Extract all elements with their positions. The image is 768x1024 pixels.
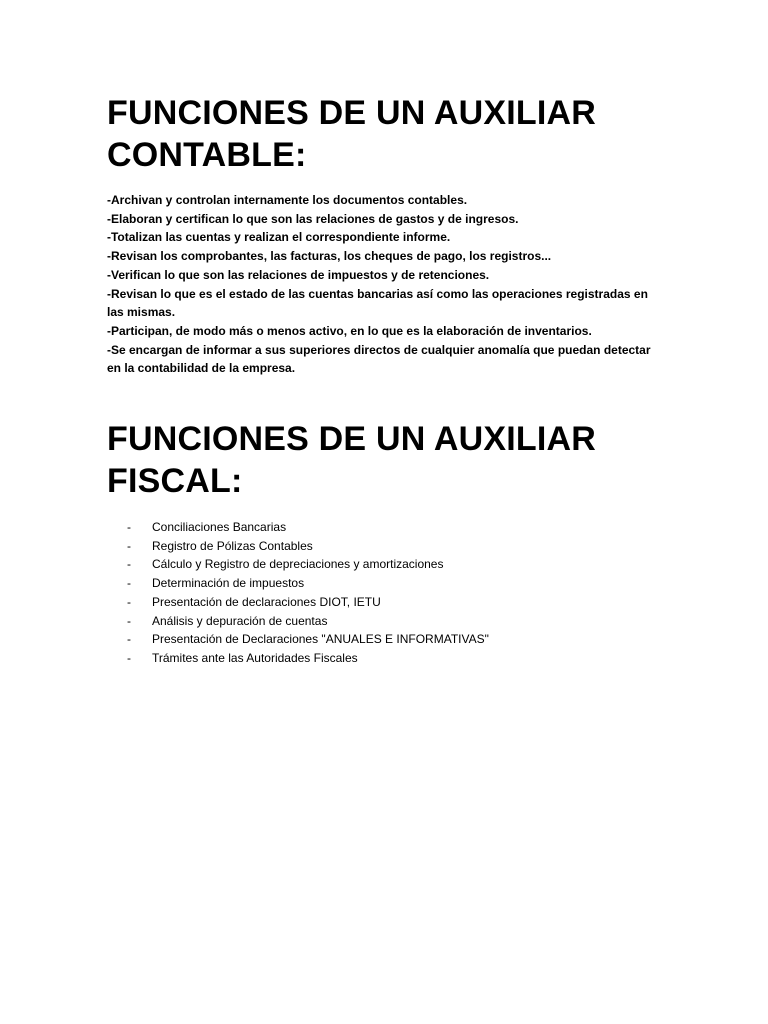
list-item-text: Conciliaciones Bancarias [152, 520, 287, 534]
list-item [127, 574, 647, 593]
heading-auxiliar-contable: FUNCIONES DE UN AUXILIAR CONTABLE: [107, 94, 597, 174]
dash-bullet: - [127, 594, 131, 609]
list-item-text: Determinación de impuestos [152, 576, 305, 591]
list-item [127, 555, 647, 574]
list-item-text: Análisis y depuración de cuentas [152, 613, 328, 628]
list-item: -Participan, de modo más o menos activo, en lo que es la elaboración de inventarios. [107, 323, 592, 338]
list-item-text: Presentación de Declaraciones "ANUALES E INFORMATIVAS" [152, 632, 489, 647]
dash-bullet: - [127, 520, 131, 534]
list-item: -Totalizan las cuentas y realizan el correspondiente informe. [107, 230, 451, 245]
dash-bullet: - [127, 613, 131, 628]
list-item-text: Registro de Pólizas Contables [152, 538, 313, 553]
dash-bullet: - [127, 632, 131, 647]
list-item: -Archivan y controlan internamente los documentos contables. [107, 193, 468, 207]
list-item [127, 537, 647, 556]
list-item: -Elaboran y certifican lo que son las relaciones de gastos y de ingresos. [107, 211, 519, 226]
list-item [127, 612, 647, 631]
list-item: -Verifican lo que son las relaciones de impuestos y de retenciones. [107, 267, 490, 282]
list-item-text: Presentación de declaraciones DIOT, IETU [152, 594, 381, 609]
list-item-text: Cálculo y Registro de depreciaciones y amortizaciones [152, 557, 444, 572]
list-item: -Revisan los comprobantes, las facturas, los cheques de pago, los registros... [107, 249, 552, 264]
dash-bullet: - [127, 557, 131, 572]
dash-bullet: - [127, 576, 131, 591]
list-item: -Se encargan de informar a sus superiores directos de cualquier anomalía que puedan detectar en la contabilidad de la empresa. [107, 342, 651, 376]
list-item [127, 518, 647, 537]
list-item [127, 593, 647, 612]
contable-functions-list [107, 191, 667, 378]
list-item [127, 630, 647, 649]
dash-bullet: - [127, 650, 131, 665]
heading-auxiliar-fiscal: FUNCIONES DE UN AUXILIAR FISCAL: [107, 420, 597, 500]
list-item: -Revisan lo que es el estado de las cuentas bancarias así como las operaciones registradas en las mismas. [107, 286, 648, 320]
dash-bullet: - [127, 538, 131, 553]
list-item-text: Trámites ante las Autoridades Fiscales [152, 650, 358, 665]
list-item [127, 649, 647, 668]
fiscal-functions-list [127, 518, 647, 668]
